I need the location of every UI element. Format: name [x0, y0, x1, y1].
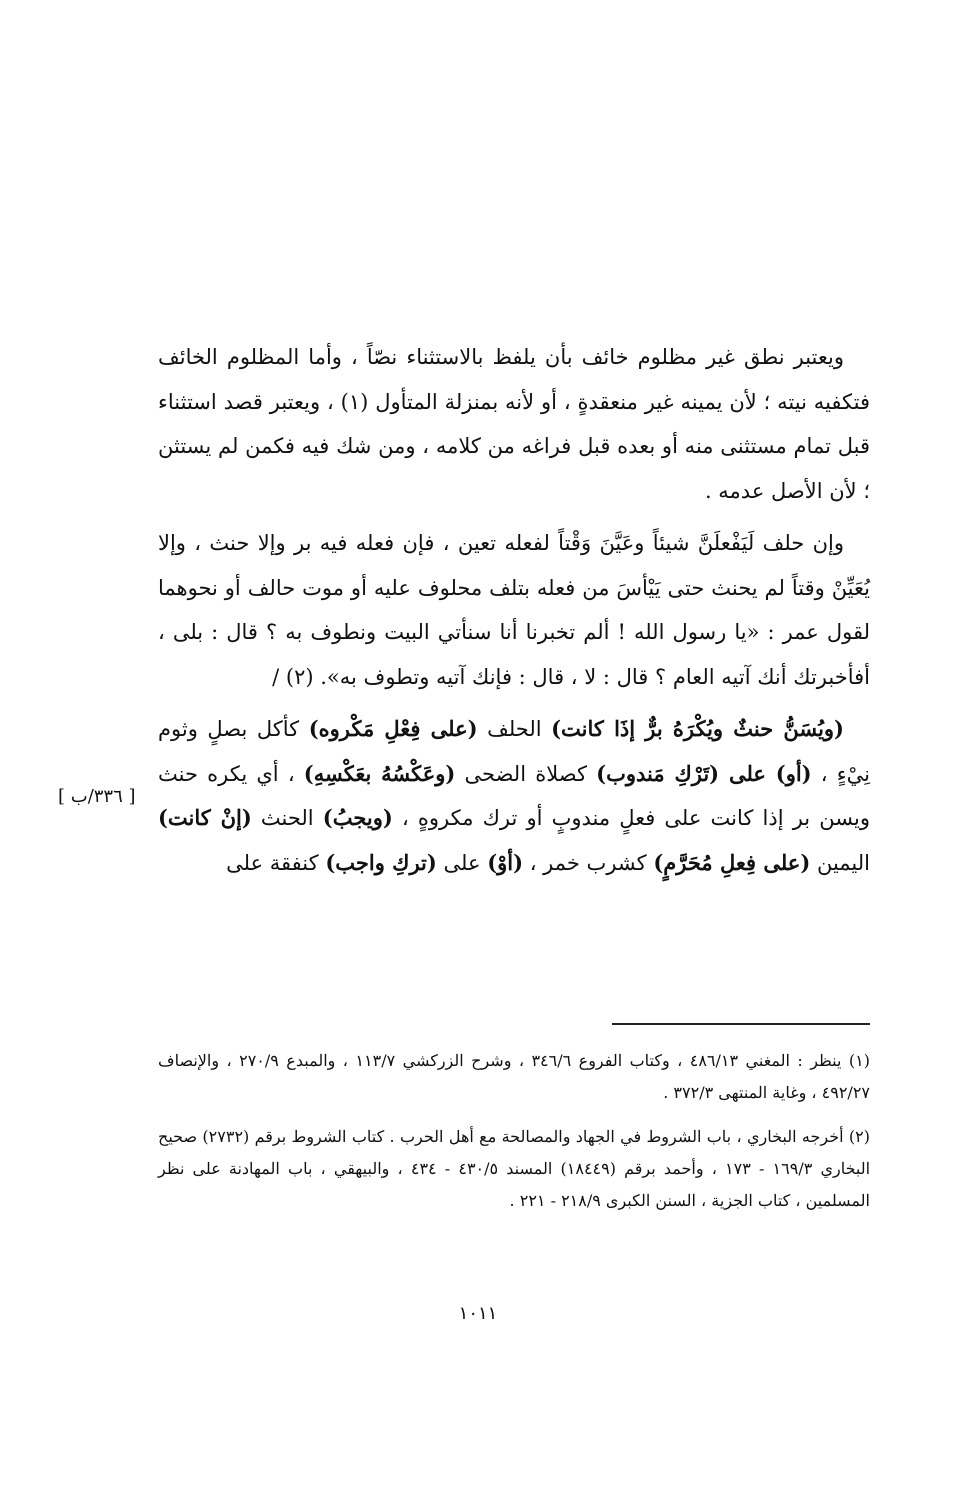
- matn-phrase: (تركِ واجب): [325, 849, 437, 875]
- matn-phrase: (أو) على (تَرْكِ مَندوب): [596, 760, 812, 786]
- footnote-1: [158, 1045, 870, 1109]
- sharh-phrase: ، أي يكره حنث ويسن بر إذا كانت على فعلٍ مندوبٍ أو ترك مكروهٍ ،: [158, 761, 870, 830]
- sharh-phrase: اليمين: [810, 850, 870, 875]
- footnote-separator: [612, 1023, 870, 1025]
- paragraph-3: [158, 707, 870, 885]
- footnote-number: (١): [848, 1051, 870, 1070]
- matn-phrase: (على فِعْلِ مَكْروه): [308, 716, 478, 741]
- matn-phrase: (وعَكْسُهُ بعَكْسِهِ): [303, 760, 456, 786]
- footnotes: [158, 1045, 870, 1229]
- matn-phrase: (على فِعلِ مُحَرَّمٍ): [653, 849, 811, 875]
- sharh-phrase: الحنث: [251, 806, 323, 830]
- footnote-text: ينظر : المغني ٤٨٦/١٣ ، وكتاب الفروع ٣٤٦/٦ ، وشرح الزركشي ١١٣/٧ ، والمبدع ٢٧٠/٩ ، والإنصاف ٤٩٢/٢٧ ، وغاية المنتهى ٣٧٢/٣ .: [158, 1051, 870, 1102]
- sharh-phrase: على: [436, 850, 488, 875]
- matn-phrase: (أوْ): [487, 849, 524, 875]
- matn-phrase: (إنْ كانت): [158, 805, 252, 830]
- footnote-2: [158, 1121, 870, 1217]
- sharh-phrase: كصلاة الضحى: [455, 761, 597, 786]
- sharh-phrase: كشرب خمر ،: [523, 850, 654, 875]
- matn-phrase: (ويجبُ): [322, 805, 393, 830]
- manuscript-folio-marker: [ ٣٣٦/ب ]: [58, 786, 136, 807]
- sharh-phrase: كنفقة على: [226, 850, 326, 875]
- sharh-phrase: كأكل بصلٍ وثوم نِيْءٍ ،: [158, 717, 870, 786]
- footnote-number: (٢): [848, 1127, 870, 1146]
- matn-phrase: (ويُسَنُّ حنثٌ ويُكْرَهُ برٌّ إذَا كانت): [551, 716, 844, 741]
- main-text: [158, 335, 870, 885]
- footnote-text: أخرجه البخاري ، باب الشروط في الجهاد والمصالحة مع أهل الحرب . كتاب الشروط برقم (٢٧٣٢) صحيح البخاري ١٦٩/٣ - ١٧٣ ، وأحمد برقم (١٨٤٤٩) المسند ٤٣٠/٥ - ٤٣٤ ، والبيهقي ، باب المهادنة على نظر المسلمين ، كتاب الجزية ، السنن الكبرى ٢١٨/٩ - ٢٢١ .: [158, 1127, 871, 1210]
- paragraph-2: وإن حلف لَيَفْعلَنَّ شيئاً وعَيَّنَ وَقْتاً لفعله تعين ، فإن فعله فيه بر وإلا حنث ، وإلا يُعَيِّنْ وقتاً لم يحنث حتى يَيْأسَ من فعله بتلف محلوف عليه أو موت حالف أو نحوهما لقول عمر : «يا رسول الله ! ألم تخبرنا أنا سنأتي البيت ونطوف به ؟ قال : بلى ، أفأخبرتك أنك آتيه العام ؟ قال : لا ، قال : فإنك آتيه وتطوف به». (٢) /: [158, 531, 870, 689]
- paragraph-1: ويعتبر نطق غير مظلوم خائف بأن يلفظ بالاستثناء نصّاً ، وأما المظلوم الخائف فتكفيه نيته ؛ لأن يمينه غير منعقدةٍ ، أو لأنه بمنزلة المتأول (١) ، ويعتبر قصد استثناء قبل تمام مستثنى منه أو بعده قبل فراغه من كلامه ، ومن شك فيه فكمن لم يستثن ؛ لأن الأصل عدمه .: [158, 345, 871, 503]
- sharh-phrase: الحلف: [477, 717, 552, 741]
- page-number: ١٠١١: [458, 1303, 498, 1324]
